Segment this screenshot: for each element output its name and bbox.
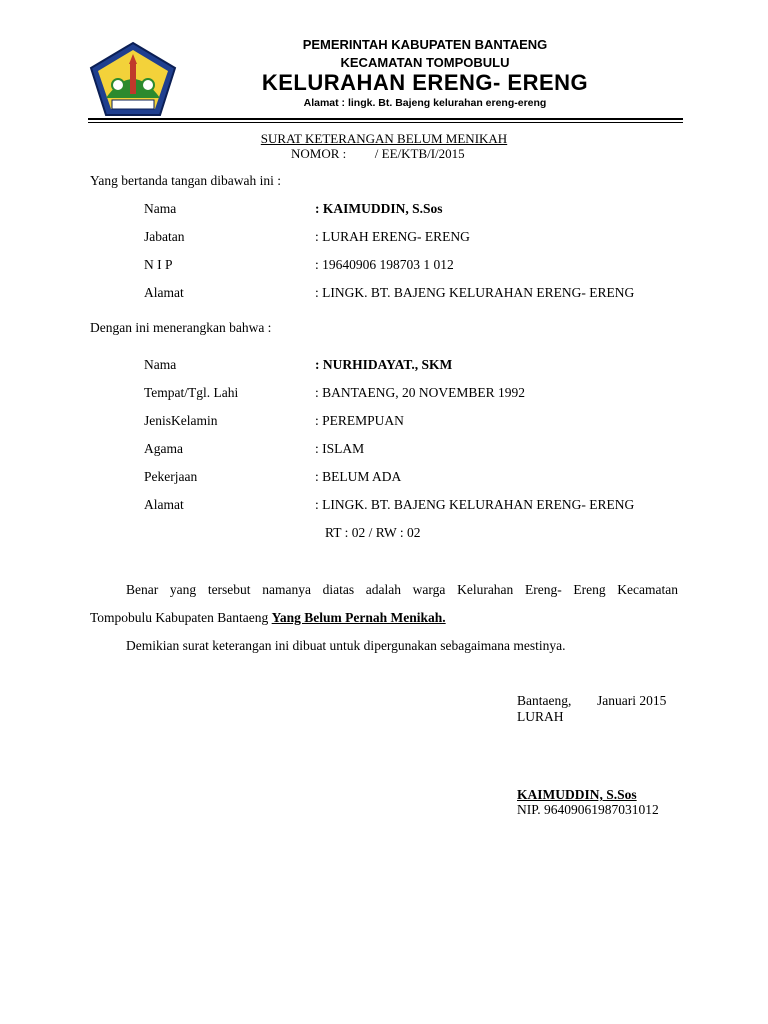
letterhead-government: PEMERINTAH KABUPATEN BANTAENG xyxy=(302,37,548,52)
subject-address-value: : LINGK. BT. BAJENG KELURAHAN ERENG- ERENG xyxy=(315,497,635,512)
document-number xyxy=(291,146,465,162)
signer-address-label: Alamat xyxy=(144,285,184,300)
signer-name-label: Nama xyxy=(144,201,177,216)
signer-name-value: : KAIMUDDIN, S.Sos xyxy=(315,201,443,216)
subject-religion-label: Agama xyxy=(144,441,183,456)
subject-occupation-label: Pekerjaan xyxy=(144,469,198,484)
signature-place: Bantaeng, xyxy=(517,693,572,708)
letterhead-divider-thick xyxy=(88,118,683,120)
signer-nip-label: N I P xyxy=(144,257,173,272)
subject-name-value: : NURHIDAYAT., SKM xyxy=(315,357,453,372)
subject-occupation-value: : BELUM ADA xyxy=(315,469,402,484)
signer-nip-value: : 19640906 198703 1 012 xyxy=(315,257,454,272)
subject-birth-label: Tempat/Tgl. Lahi xyxy=(144,385,239,400)
signature-position: LURAH xyxy=(517,709,564,724)
document-number-value: / EE/KTB/I/2015 xyxy=(374,146,465,161)
statement-emphasis: Yang Belum Pernah Menikah. xyxy=(271,610,446,625)
subject-address-label: Alamat xyxy=(144,497,184,512)
document-title: SURAT KETERANGAN BELUM MENIKAH xyxy=(260,131,508,146)
letterhead-address: Alamat : lingk. Bt. Bajeng kelurahan ereng-ereng xyxy=(303,97,547,109)
letterhead-district: KECAMATAN TOMPOBULU xyxy=(340,55,510,70)
signer-intro: Yang bertanda tangan dibawah ini : xyxy=(90,173,281,188)
signer-position-value: : LURAH ERENG- ERENG xyxy=(315,229,470,244)
regency-emblem-logo xyxy=(88,40,178,118)
statement-paragraph-line2 xyxy=(90,610,446,626)
signer-address-value: : LINGK. BT. BAJENG KELURAHAN ERENG- ERENG xyxy=(315,285,635,300)
statement-paragraph-line1: Benar yang tersebut namanya diatas adalah warga Kelurahan Ereng- Ereng Kecamatan xyxy=(126,582,678,597)
letterhead-divider-thin xyxy=(88,122,683,123)
letterhead-village-title: KELURAHAN ERENG- ERENG xyxy=(261,70,589,95)
closing-paragraph: Demikian surat keterangan ini dibuat untuk dipergunakan sebagaimana mestinya. xyxy=(126,638,566,653)
document-number-label: NOMOR : xyxy=(291,146,347,161)
signature-name: KAIMUDDIN, S.Sos xyxy=(517,787,637,802)
subject-gender-label: JenisKelamin xyxy=(144,413,218,428)
signer-position-label: Jabatan xyxy=(144,229,185,244)
subject-religion-value: : ISLAM xyxy=(315,441,365,456)
signature-nip: NIP. 96409061987031012 xyxy=(517,802,659,817)
statement-text: Tompobulu Kabupaten Bantaeng xyxy=(90,610,272,625)
subject-gender-value: : PEREMPUAN xyxy=(315,413,404,428)
signature-date: Januari 2015 xyxy=(597,693,667,708)
subject-name-label: Nama xyxy=(144,357,177,372)
subject-rt-rw: RT : 02 / RW : 02 xyxy=(325,525,421,540)
subject-intro: Dengan ini menerangkan bahwa : xyxy=(90,320,272,335)
subject-birth-value: : BANTAENG, 20 NOVEMBER 1992 xyxy=(315,385,526,400)
